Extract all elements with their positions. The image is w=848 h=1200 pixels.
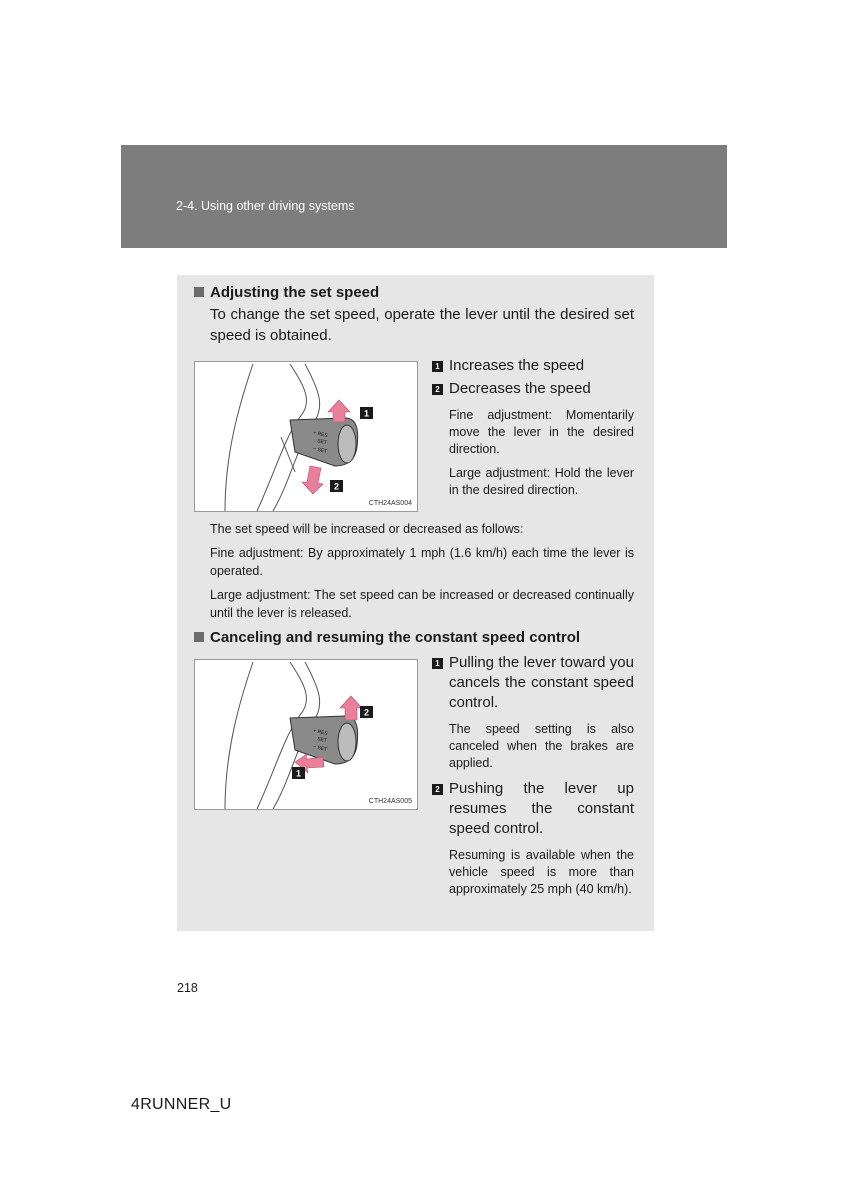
heading-square-icon [194, 287, 204, 297]
callout-2: 2 [363, 707, 370, 718]
adjust-heading [194, 284, 379, 301]
section-title: 2-4. Using other driving systems [176, 199, 355, 213]
number-badge: 2 [432, 384, 443, 395]
lever-label-res: + RES [312, 430, 329, 439]
lever-label-set: SET [316, 736, 328, 744]
page-number: 218 [177, 981, 198, 995]
header-band [121, 145, 727, 248]
callout-2: 2 [333, 481, 340, 492]
cancel-figure [194, 659, 418, 810]
lever-label-set: SET [316, 438, 328, 446]
figure-code: CTH24AS005 [368, 798, 412, 805]
footer-model: 4RUNNER_U [131, 1096, 232, 1113]
adjust-paragraph-1: The set speed will be increased or decreased as follows: [210, 522, 524, 536]
adjust-item-1-text: Increases the speed [449, 357, 585, 374]
cancel-item-1 [432, 653, 634, 713]
cancel-note-1: The speed setting is also canceled when the brakes are applied. [449, 722, 634, 770]
content-panel [177, 275, 654, 931]
arrow-down-icon [302, 466, 323, 494]
lever-label-minus-set: − SET [312, 446, 328, 455]
number-badge: 1 [432, 361, 443, 372]
cancel-item-1-text: Pulling the lever toward you cancels the constant speed control. [449, 654, 634, 711]
adjust-item-2 [432, 379, 634, 399]
lever-illustration [195, 362, 417, 511]
adjust-item-2-text: Decreases the speed [449, 380, 591, 397]
adjust-heading-text: Adjusting the set speed [210, 284, 380, 301]
number-badge: 2 [432, 784, 443, 795]
lever-illustration [195, 660, 417, 809]
adjust-paragraph-2: Fine adjustment: By approximately 1 mph (1.6 km/h) each time the lever is operated. [210, 546, 634, 578]
adjust-intro: To change the set speed, operate the lever until the desired set speed is obtained. [210, 306, 634, 344]
adjust-figure [194, 361, 418, 512]
cancel-item-2 [432, 779, 634, 839]
callout-1: 1 [295, 768, 302, 779]
number-badge: 1 [432, 658, 443, 669]
cancel-item-2-text: Pushing the lever up resumes the constant speed control. [449, 780, 634, 837]
adjust-note-fine: Fine adjustment: Momentarily move the lever in the desired direction. [449, 408, 634, 456]
figure-code: CTH24AS004 [368, 500, 412, 507]
adjust-paragraph-3: Large adjustment: The set speed can be increased or decreased continually until the lever is released. [210, 588, 634, 620]
cancel-heading [194, 629, 580, 646]
heading-square-icon [194, 632, 204, 642]
callout-1: 1 [363, 408, 370, 419]
adjust-note-large: Large adjustment: Hold the lever in the desired direction. [449, 466, 634, 497]
adjust-item-1 [432, 356, 634, 376]
cancel-heading-text: Canceling and resuming the constant speed control [210, 629, 581, 646]
lever-label-res: + RES [312, 728, 329, 737]
lever-label-minus-set: − SET [312, 744, 328, 753]
cancel-note-2: Resuming is available when the vehicle speed is more than approximately 25 mph (40 km/h). [449, 848, 634, 896]
